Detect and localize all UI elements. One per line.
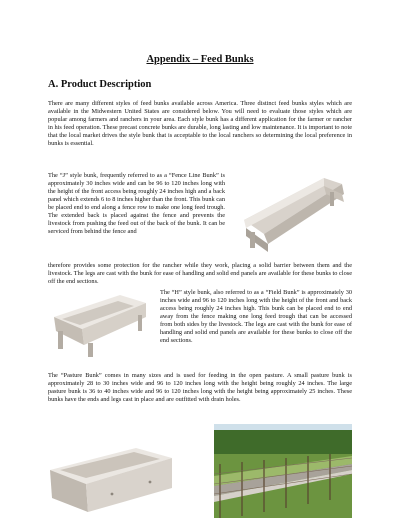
h-style-bunk-photo bbox=[48, 287, 152, 361]
h-style-paragraph: The “H” style bunk, also referred to as a “Field Bunk” is approximately 30 inches wide and 96 to 120 inches long with the height of the front and back access being roughly 24 inches high. This bunk can be placed end to end away from the fence making one long feed trough that can be accessed from both sides by the livestock. The legs are cast with the bunk for ease of handling and solid end panels are available for these bunks to close off the end sections. bbox=[160, 289, 352, 345]
page-title: Appendix – Feed Bunks bbox=[146, 54, 254, 65]
j-style-paragraph-continued: therefore provides some protection for the rancher while they work, placing a solid barrier between them and the livestock. The legs are cast with the bunk for ease of handling and solid end panels are available for these bunks to close off the end sections. bbox=[48, 262, 352, 286]
feedlot-field-photo bbox=[214, 424, 352, 518]
pasture-bunk-photo bbox=[40, 442, 180, 518]
j-style-paragraph: The “J” style bunk, frequently referred to as a “Fence Line Bunk” is approximately 30 inches wide and can be 96 to 120 inches long with the height of the front access being roughly 24 inches high and a back panel which extends 6 to 8 inches higher than the front. This bunk can be placed end to end along a fence row to make one long feed trough. The extended back is placed against the fence and prevents the livestock from pushing the feed out of the back of the bunk. It can be serviced from behind the fence and bbox=[48, 172, 225, 236]
intro-paragraph: There are many different styles of feed bunks available across America. Three distinct feed bunks styles which are available in the Midwestern United States are considered below. You will need to evaluate those styles which are popular among farmers and ranchers in your area. Each style bunk has a different application for the farmer or rancher in his feed operation. These precast concrete bunks are durable, long lasting and low maintenance. It is important to note that the local market drives the style bunk that is acceptable to the local ranchers so determining the local preference in bunks is essential. bbox=[48, 100, 352, 148]
section-heading: A. Product Description bbox=[48, 79, 152, 90]
pasture-bunk-paragraph: The “Pasture Bunk” comes in many sizes and is used for feeding in the open pasture. A small pasture bunk is approximately 28 to 30 inches wide and 96 to 120 inches long with the height being roughly 24 inches. The large pasture bunk is 36 to 40 inches wide and 96 to 120 inches long with the height being approximately 25 inches. These bunks have the ends and legs cast in place and are outfitted with drain holes. bbox=[48, 372, 352, 404]
j-style-bunk-photo bbox=[232, 172, 356, 256]
